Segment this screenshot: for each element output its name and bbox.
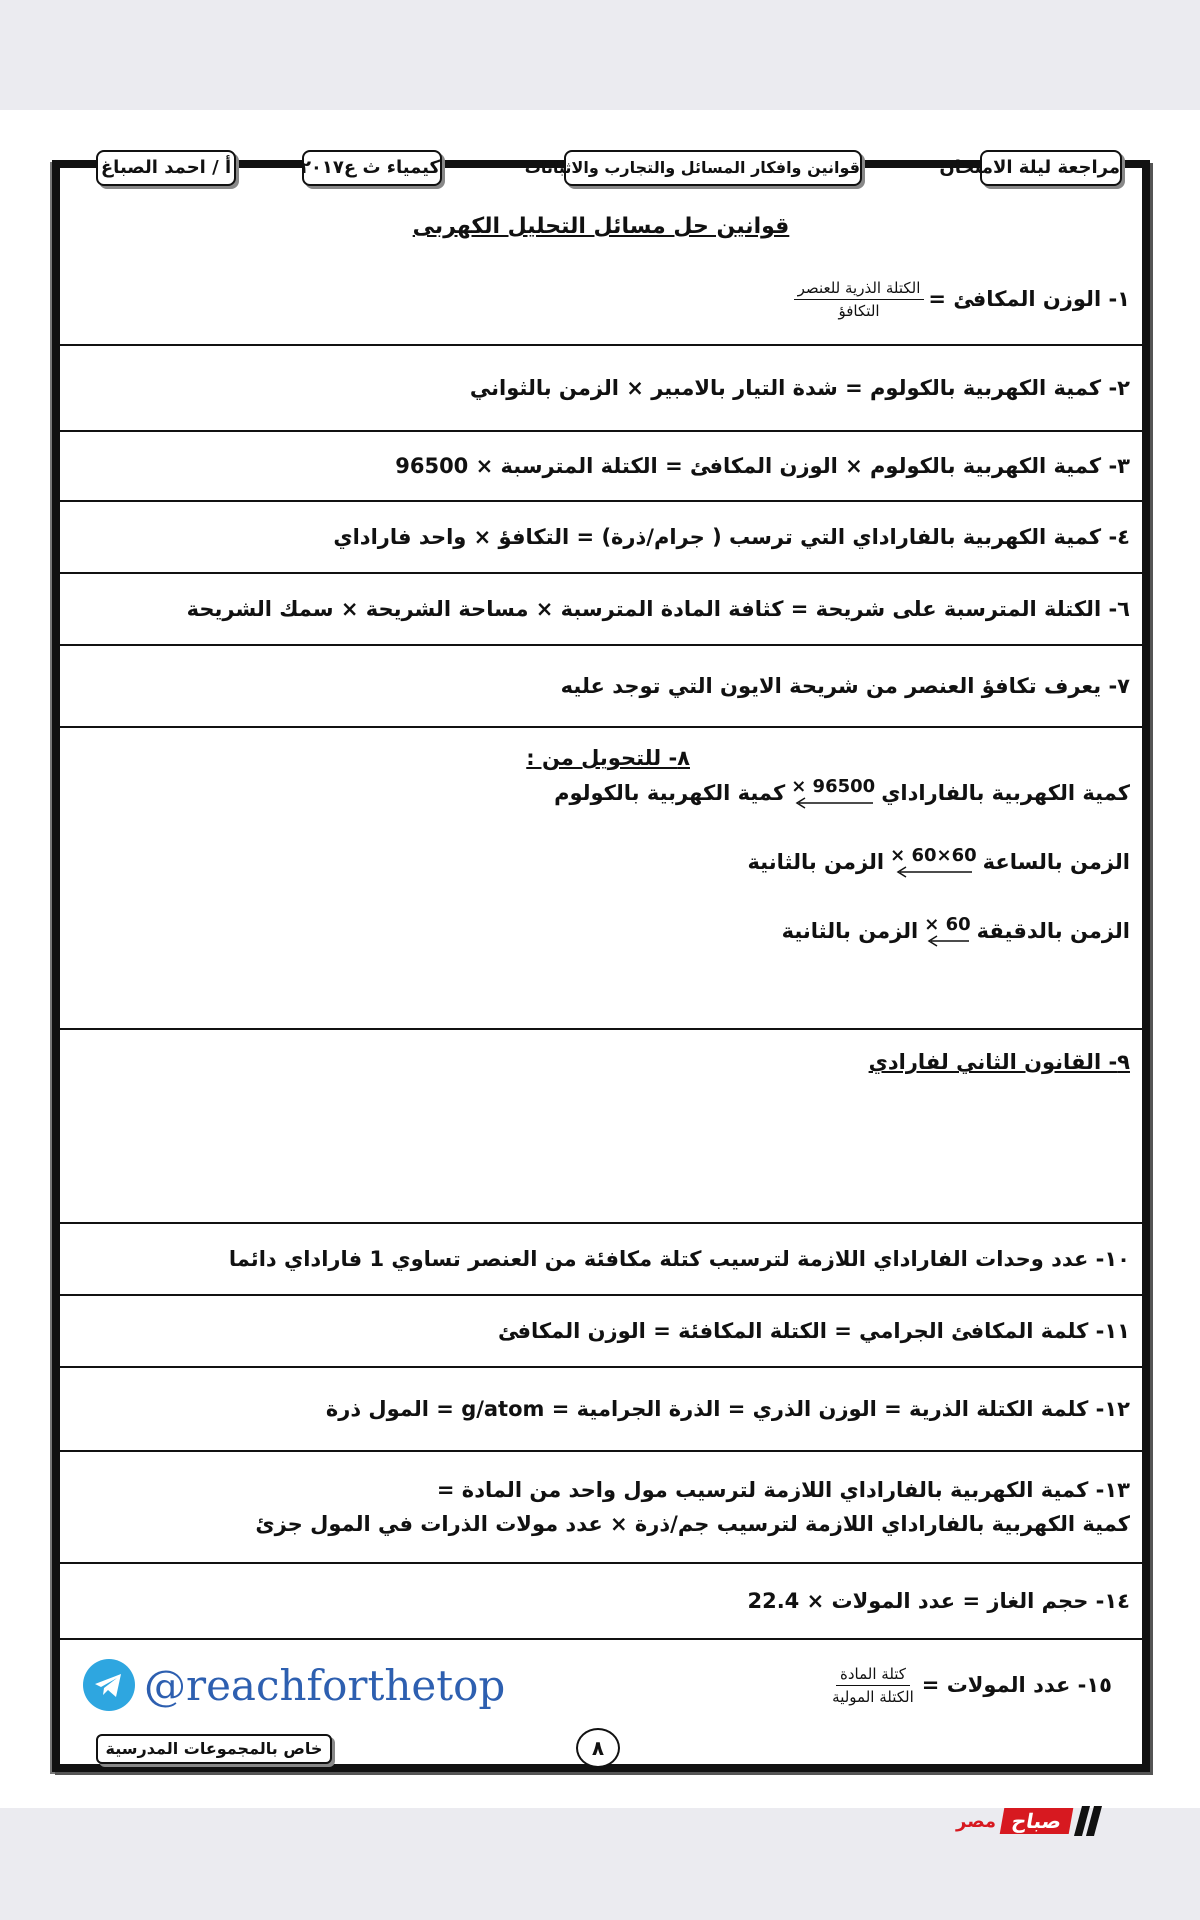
rule-4 bbox=[60, 502, 1142, 574]
topic-tab: قوانين وافكار المسائل والتجارب والاثباتات bbox=[564, 150, 862, 186]
rule-1-fraction bbox=[794, 279, 925, 320]
rule-4-text: ٤- كمية الكهربية بالفاراداي التي ترسب ( جرام/ذرة) = التكافؤ × واحد فاراداي bbox=[333, 525, 1130, 549]
conv-a-operator: × 96500 bbox=[791, 776, 876, 797]
telegram-handle-text: @reachforthetop bbox=[144, 1660, 506, 1710]
conv-c-operator: × 60 bbox=[924, 914, 971, 935]
rule-15-fraction bbox=[828, 1665, 918, 1706]
rule-1-denominator: التكافؤ bbox=[838, 301, 880, 320]
teacher-tab: أ / احمد الصباغ bbox=[96, 150, 236, 186]
conv-b-from: الزمن بالساعة bbox=[982, 849, 1130, 874]
conv-c-to: الزمن بالثانية bbox=[781, 918, 919, 943]
rule-1-numerator: الكتلة الذرية للعنصر bbox=[794, 279, 925, 300]
rule-7 bbox=[60, 646, 1142, 728]
rule-15-numerator: كتلة المادة bbox=[836, 1665, 910, 1686]
conv-b-operator: × 60×60 bbox=[890, 845, 977, 866]
conversion-minute-second bbox=[72, 914, 1130, 947]
rule-14 bbox=[60, 1564, 1142, 1640]
footer-tab: خاص بالمجموعات المدرسية bbox=[96, 1734, 332, 1764]
telegram-icon bbox=[82, 1658, 136, 1712]
rule-8-title: ٨- للتحويل من : bbox=[526, 746, 690, 770]
rule-15-label: ١٥- عدد المولات = bbox=[921, 1673, 1112, 1697]
rule-9-text: ٩- القانون الثاني لفارادي bbox=[868, 1050, 1130, 1074]
rule-3 bbox=[60, 432, 1142, 502]
left-arrow-icon bbox=[894, 866, 972, 878]
document-page bbox=[0, 110, 1200, 1808]
conv-c-from: الزمن بالدقيقة bbox=[976, 918, 1130, 943]
rule-13-line-1: ١٣- كمية الكهربية بالفاراداي اللازمة لترسيب مول واحد من المادة = bbox=[436, 1478, 1130, 1502]
conv-a-from: كمية الكهربية بالفاراداي bbox=[881, 780, 1130, 805]
rule-6-text: ٦- الكتلة المترسبة على شريحة = كثافة المادة المترسبة × مساحة الشريحة × سمك الشريحة bbox=[186, 597, 1130, 621]
rule-1-label: ١- الوزن المكافئ = bbox=[928, 287, 1130, 311]
conv-c-arrow bbox=[924, 914, 970, 947]
left-arrow-icon bbox=[793, 797, 873, 809]
rule-15-denominator: الكتلة المولية bbox=[832, 1687, 914, 1706]
logo-text-masr: مصر bbox=[956, 1810, 997, 1832]
rule-13-line-2: كمية الكهربية بالفاراداي اللازمة لترسيب جم/ذرة × عدد مولات الذرات في المول جزئ bbox=[255, 1512, 1130, 1536]
conv-b-arrow bbox=[890, 845, 977, 878]
conv-a-arrow bbox=[791, 776, 875, 809]
rule-14-text: ١٤- حجم الغاز = عدد المولات × 22.4 bbox=[747, 1589, 1130, 1613]
rule-12 bbox=[60, 1368, 1142, 1452]
rule-10 bbox=[60, 1224, 1142, 1296]
rule-9 bbox=[60, 1030, 1142, 1224]
rule-7-text: ٧- يعرف تكافؤ العنصر من شريحة الايون التي توجد عليه bbox=[560, 674, 1130, 698]
rule-8 bbox=[60, 728, 1142, 1030]
rules-content bbox=[60, 190, 1142, 1730]
rule-1 bbox=[60, 254, 1142, 346]
sabah-masr-logo bbox=[956, 1806, 1098, 1836]
conversion-faraday-coulomb bbox=[72, 776, 1130, 809]
rule-11-text: ١١- كلمة المكافئ الجرامي = الكتلة المكافئة = الوزن المكافئ bbox=[498, 1319, 1130, 1343]
rule-2 bbox=[60, 346, 1142, 432]
telegram-handle[interactable] bbox=[82, 1658, 505, 1712]
page-title: قوانين حل مسائل التحليل الكهربى bbox=[412, 214, 790, 239]
page-number: ٨ bbox=[576, 1728, 620, 1768]
conv-b-to: الزمن بالثانية bbox=[747, 849, 885, 874]
conversion-hour-second bbox=[72, 845, 1130, 878]
conv-a-to: كمية الكهربية بالكولوم bbox=[554, 780, 786, 805]
review-tab: مراجعة ليلة الامتحان bbox=[980, 150, 1122, 186]
rule-2-text: ٢- كمية الكهربية بالكولوم = شدة التيار بالامبير × الزمن بالثواني bbox=[469, 376, 1130, 400]
rule-3-text: ٣- كمية الكهربية بالكولوم × الوزن المكافئ = الكتلة المترسبة × 96500 bbox=[395, 454, 1130, 478]
rule-13 bbox=[60, 1452, 1142, 1564]
rule-6 bbox=[60, 574, 1142, 646]
logo-text-sabah: صباح bbox=[1000, 1808, 1074, 1834]
rule-11 bbox=[60, 1296, 1142, 1368]
rule-12-text: ١٢- كلمة الكتلة الذرية = الوزن الذري = الذرة الجرامية = g/atom = المول ذرة bbox=[325, 1397, 1130, 1421]
rule-10-text: ١٠- عدد وحدات الفاراداي اللازمة لترسيب كتلة مكافئة من العنصر تساوي 1 فاراداي دائما bbox=[228, 1247, 1130, 1271]
subject-tab: كيمياء ث ع٢٠١٧ bbox=[302, 150, 442, 186]
left-arrow-icon bbox=[925, 935, 969, 947]
